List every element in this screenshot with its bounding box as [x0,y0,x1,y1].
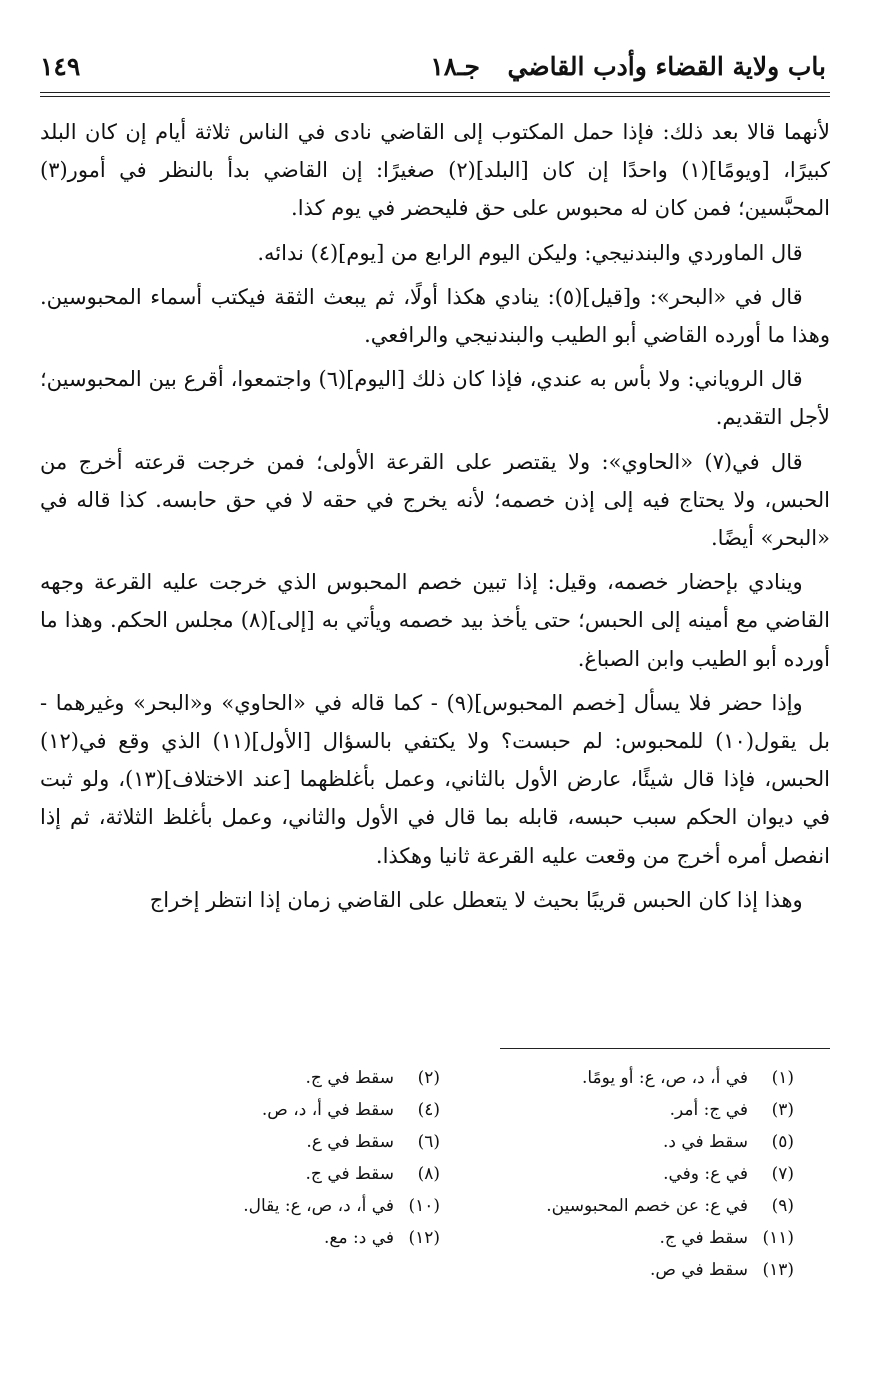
footnote-number: (١٢) [408,1228,440,1248]
footnote-number: (١) [771,1068,794,1088]
footnote-text: في أ، د، ص، ع: يقال. [243,1196,394,1216]
paragraph: قال الروياني: ولا بأس به عندي، فإذا كان ذلك [اليوم](٦) واجتمعوا، أقرع بين المحبوسين؛ لأجل التقديم. [40,367,830,430]
footnote-text: في ع: عن خصم المحبوسين. [546,1196,748,1216]
footnote-number: (١٠) [408,1196,440,1216]
footnote-number: (٥) [771,1132,794,1152]
footnote-number: (٢) [417,1068,440,1088]
footnote [464,1222,794,1254]
chapter-title: باب ولاية القضاء وأدب القاضي [507,52,826,81]
paragraph: وإذا حضر فلا يسأل [خصم المحبوس](٩) - كما قاله في «الحاوي» و«البحر» وغيرهما - بل يقول(١٠) للمحبوس: لم حبست؟ ولا يكتفي بالسؤال [الأول](١١) الذي وقع في(١٢) الحبس، فإذا قال شيئًا، عارض الأول بالثاني، وعمل بأغلظهما [عند الاختلاف](١٣)، ولو ثبت في ديوان الحكم سبب حبسه، قابله بما قال في الأول والثاني، وعمل بأغلظ الثلاثة، ثم إذا انفصل أمره أخرج من وقعت عليه القرعة ثانيا وهكذا. [40,690,830,868]
footnote [464,1126,794,1158]
main-text [40,113,830,919]
paragraph: قال الماوردي والبندنيجي: وليكن اليوم الرابع من [يوم](٤) ندائه. [257,240,803,265]
footnote-text: سقط في ج. [305,1164,394,1184]
footnote [140,1222,440,1254]
footnote [464,1094,794,1126]
footnote-text: في ع: وفي. [663,1164,748,1184]
book-page [40,52,830,1352]
footnote-text: سقط في ج. [659,1228,748,1248]
footnote [464,1254,794,1286]
footnote-number: (٧) [771,1164,794,1184]
footnote-number: (٣) [771,1100,794,1120]
header-rule-thin [40,96,830,97]
paragraph: قال في(٧) «الحاوي»: ولا يقتصر على القرعة الأولى؛ فمن خرجت قرعته أخرج من الحبس، ولا يحتاج فيه إلى إذن خصمه؛ لأنه يخرج في حقه لا في حق حابسه. كذا قاله في «البحر» أيضًا. [40,449,830,551]
page-number: ١٤٩ [40,52,81,81]
paragraph: وينادي بإحضار خصمه، وقيل: إذا تبين خصم المحبوس الذي خرجت عليه القرعة وجهه القاضي مع أمينه إلى الحبس؛ حتى يأخذ بيد خصمه ويأتي به [إلى](٨) مجلس الحكم. وهذا ما أورده أبو الطيب وابن الصباغ. [40,570,830,671]
footnote-number: (٦) [417,1132,440,1152]
footnote-text: سقط في ص. [649,1260,748,1280]
footnote [464,1158,794,1190]
paragraph: لأنهما قالا بعد ذلك: فإذا حمل المكتوب إلى القاضي نادى في الناس ثلاثة أيام إن كان البلد كبيرًا، [ويومًا](١) واحدًا إن كان [البلد](٢) صغيرًا: إن القاضي بدأ بالنظر في أمور(٣) المحبَّسين؛ فمن كان له محبوس على حق فليحضر في يوم كذا. [40,120,830,221]
footnote [140,1126,440,1158]
footnote [140,1094,440,1126]
footnote-number: (١٣) [762,1260,794,1280]
footnote-text: سقط في أ، د، ص. [261,1100,394,1120]
footnote [140,1062,440,1094]
footnote-text: سقط في ع. [306,1132,394,1152]
paragraph: قال في «البحر»: و[قيل](٥): ينادي هكذا أولًا، ثم يبعث الثقة فيكتب أسماء المحبوسين. وهذا ما أورده القاضي أبو الطيب والبندنيجي والرافعي. [40,284,830,348]
footnote-number: (٩) [771,1196,794,1216]
footnotes-separator [500,1048,830,1049]
footnote-text: في ج: أمر. [669,1100,748,1120]
footnote [140,1158,440,1190]
footnote-number: (٨) [417,1164,440,1184]
paragraph: وهذا إذا كان الحبس قريبًا بحيث لا يتعطل على القاضي زمان إذا انتظر إخراج [149,887,803,912]
footnote [140,1190,440,1222]
volume-label: جـ١٨ [430,52,480,81]
footnote-number: (٤) [417,1100,440,1120]
footnotes-column-left [140,1062,440,1254]
header-rule [40,92,830,93]
footnotes-column-right [464,1062,794,1286]
footnote [464,1190,794,1222]
footnote-text: سقط في د. [662,1132,748,1152]
running-header [40,52,830,88]
footnote-text: في د: مع. [324,1228,394,1248]
footnote [464,1062,794,1094]
footnote-number: (١١) [762,1228,794,1248]
footnote-text: سقط في ج. [305,1068,394,1088]
footnote-text: في أ، د، ص، ع: أو يومًا. [581,1068,748,1088]
